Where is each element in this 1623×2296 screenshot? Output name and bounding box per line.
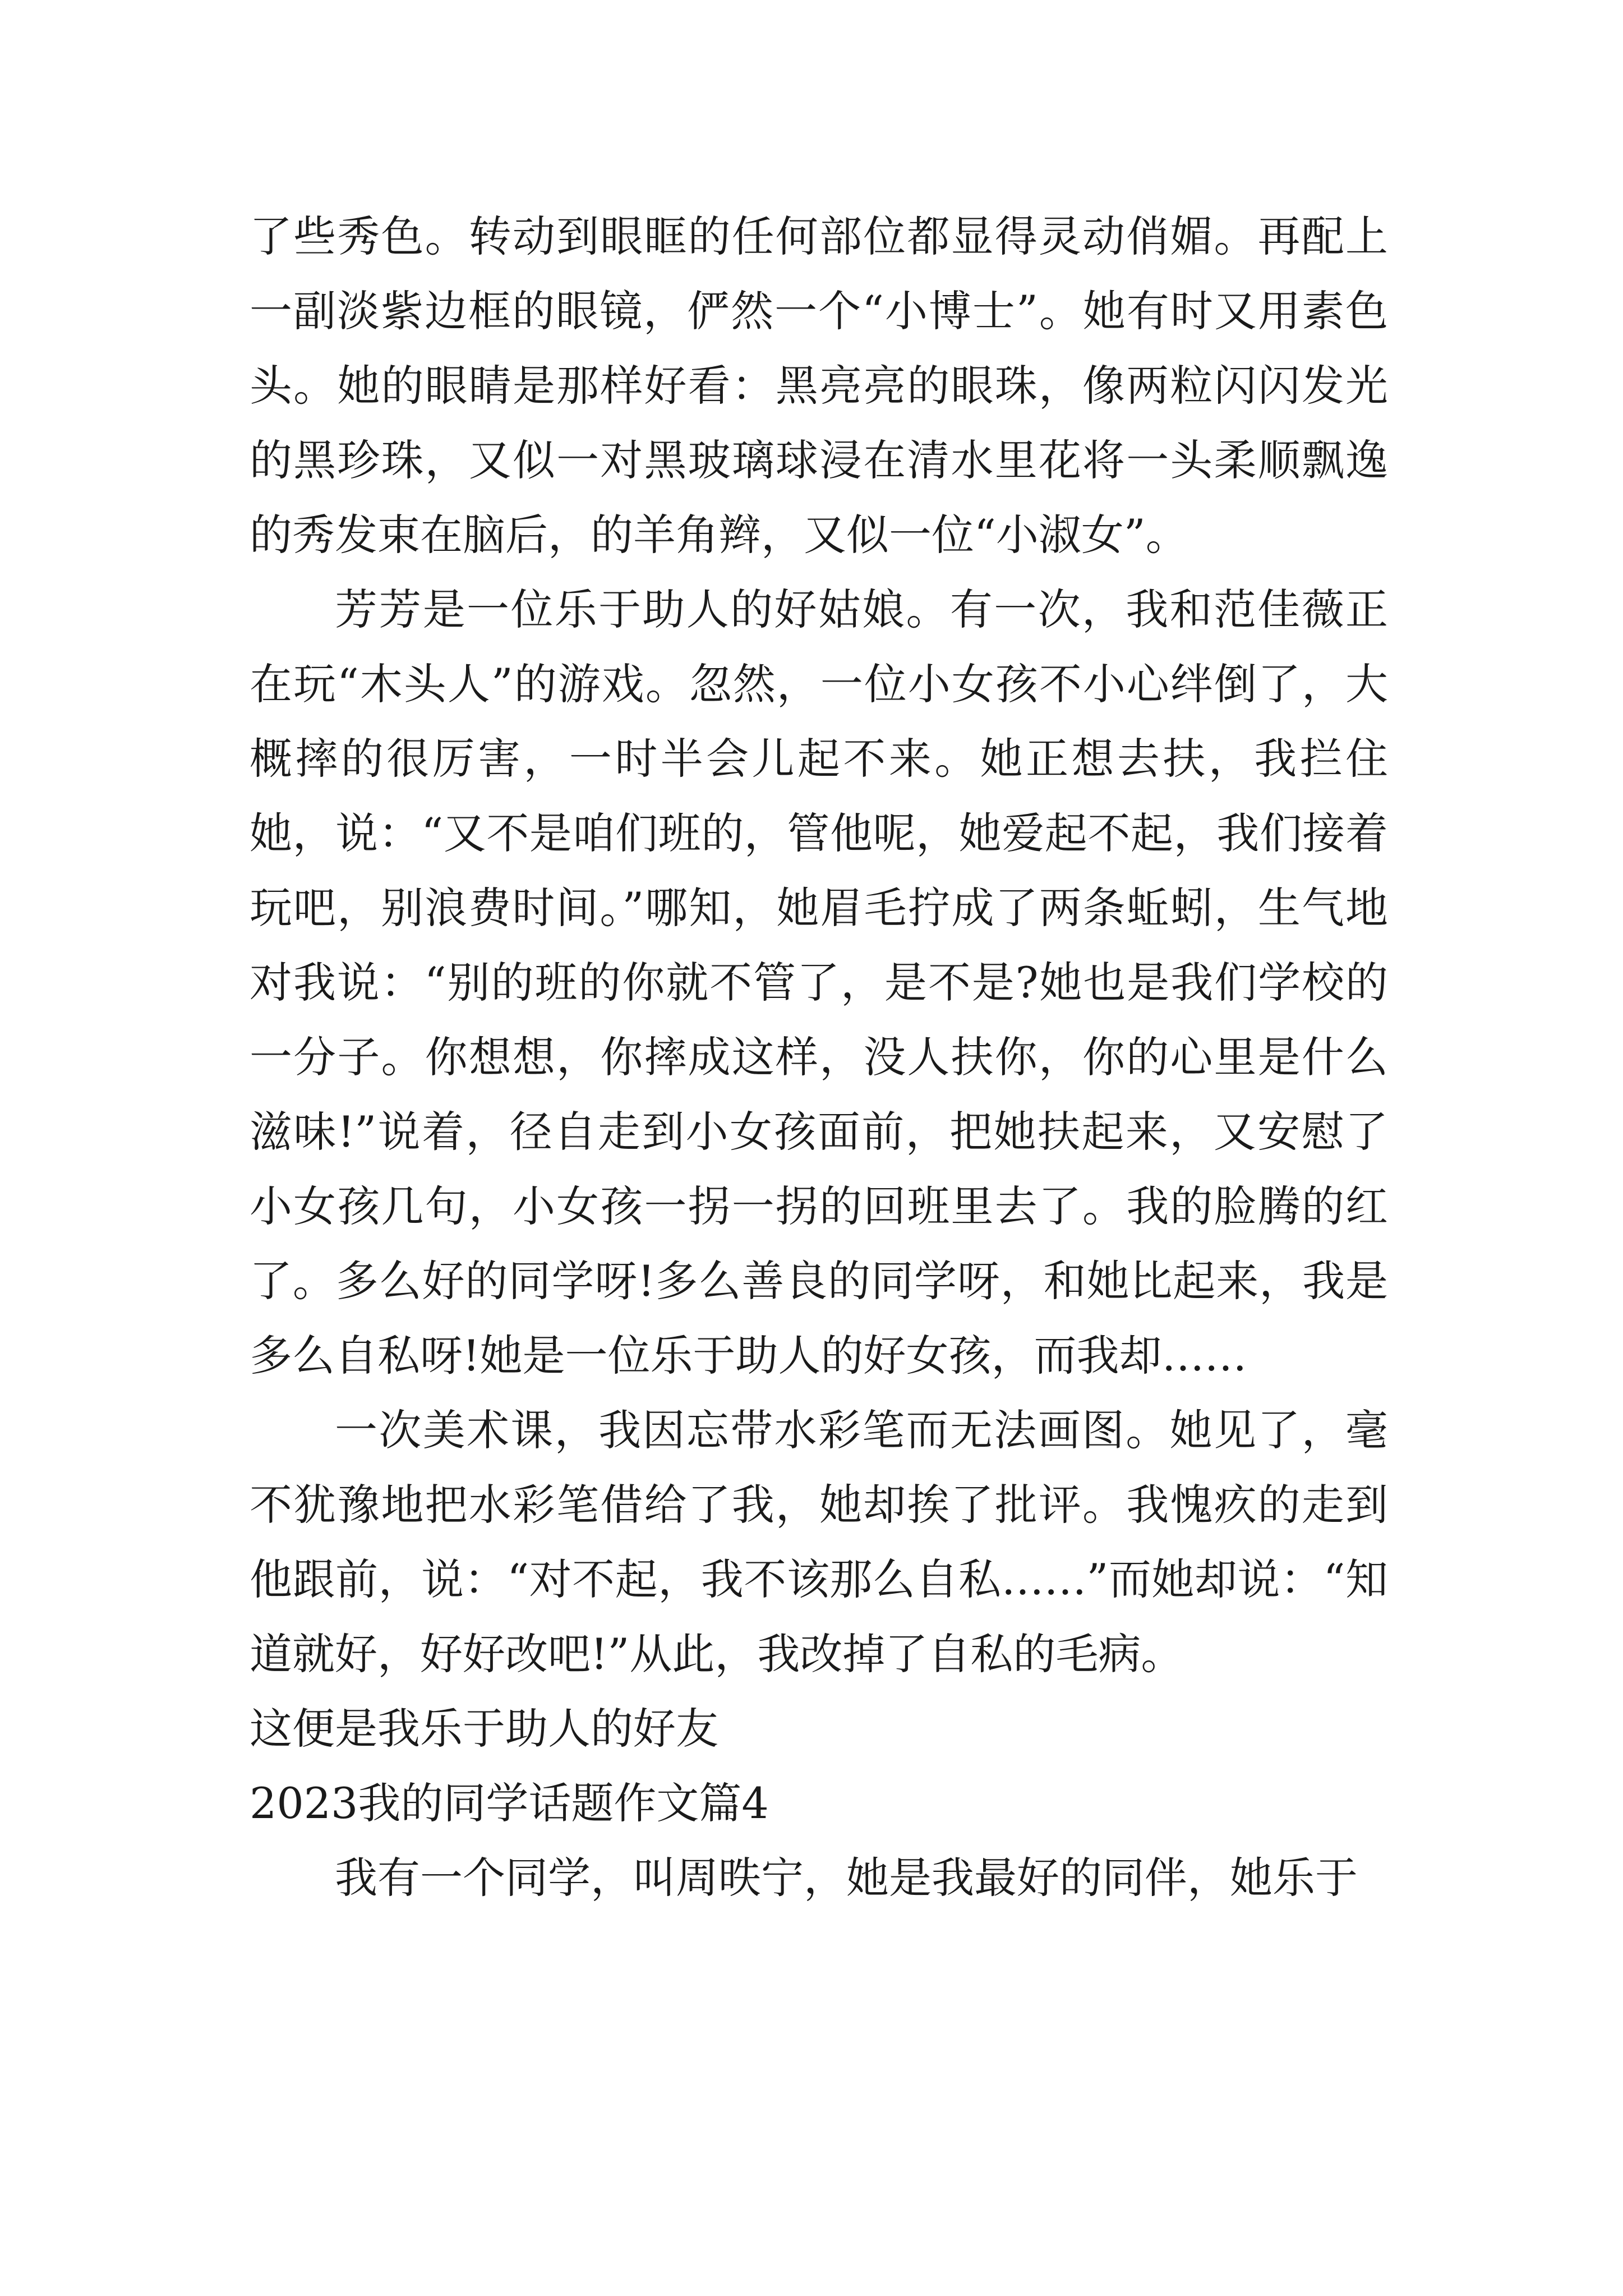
section-heading: 2023我的同学话题作文篇4 bbox=[250, 1778, 769, 1828]
paragraph-conclusion: 这便是我乐于助人的好友 bbox=[250, 1704, 718, 1754]
paragraph-description: 了些秀色。转动到眼眶的任何部位都显得灵动俏媚。再配上一副淡紫边框的眼镜，俨然一个“小博士”。她有时又用素色头。她的眼睛是那样好看：黑亮亮的眼珠，像两粒闪闪发光的黑珍珠，又似一对黑玻璃球浸在清水里花将一头柔顺飘逸的秀发束在脑后，的羊角辫，又似一位“小淑女”。 bbox=[250, 211, 1388, 560]
paragraph-helping-girl: 芳芳是一位乐于助人的好姑娘。有一次，我和范佳薇正在玩“木头人”的游戏。忽然，一位小女孩不小心绊倒了，大概摔的很厉害，一时半会儿起不来。她正想去扶，我拦住她，说：“又不是咱们班的，管他呢，她爱起不起，我们接着玩吧，别浪费时间。”哪知，她眉毛拧成了两条蚯蚓，生气地对我说：“别的班的你就不管了，是不是?她也是我们学校的一分子。你想想，你摔成这样，没人扶你，你的心里是什么滋味!”说着，径自走到小女孩面前，把她扶起来，又安慰了小女孩几句，小女孩一拐一拐的回班里去了。我的脸腾的红了。多么好的同学呀!多么善良的同学呀，和她比起来，我是多么自私呀!她是一位乐于助人的好女孩，而我却…… bbox=[250, 585, 1388, 1381]
paragraph-new-essay-start: 我有一个同学，叫周昳宁，她是我最好的同伴，她乐于 bbox=[335, 1853, 1358, 1903]
article-body bbox=[250, 199, 1388, 1915]
paragraph-art-class: 一次美术课，我因忘带水彩笔而无法画图。她见了，毫不犹豫地把水彩笔借给了我，她却挨了批评。我愧疚的走到他跟前，说：“对不起，我不该那么自私……”而她却说：“知道就好，好好改吧!”从此，我改掉了自私的毛病。 bbox=[250, 1405, 1388, 1679]
